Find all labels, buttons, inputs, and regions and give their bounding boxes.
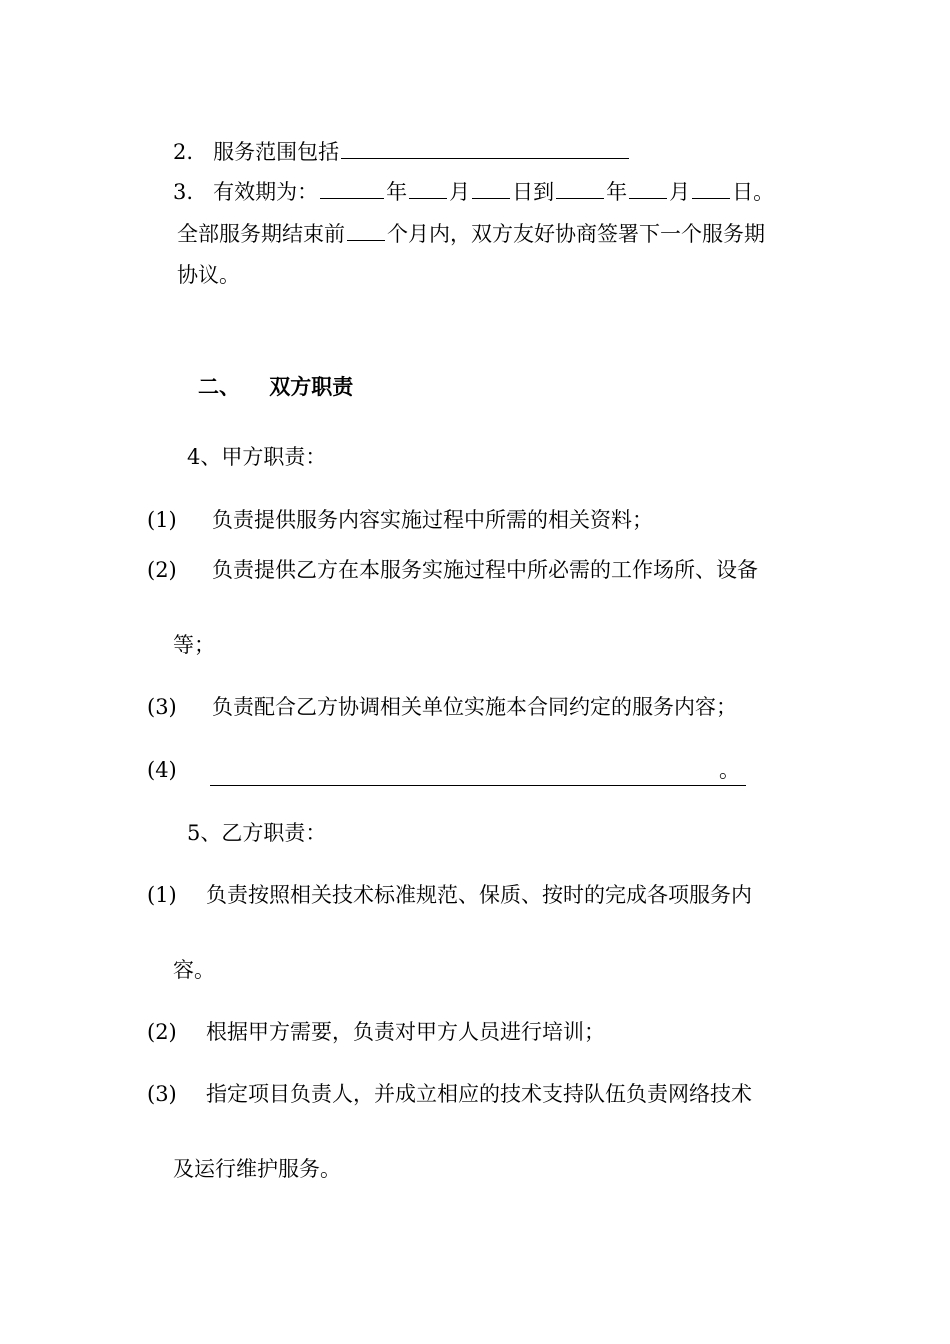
day-label: 日。 <box>732 180 775 204</box>
end-day-blank <box>692 176 730 199</box>
party-a-item <box>147 505 653 535</box>
party-b-item <box>147 1079 752 1109</box>
item-number: (2) <box>147 1020 177 1044</box>
end-month-blank <box>629 176 667 199</box>
service-scope-label: 服务范围包括 <box>213 140 340 164</box>
item-text: 负责提供乙方在本服务实施过程中所必需的工作场所、设备 <box>212 558 758 582</box>
party-a-item <box>147 755 746 786</box>
item-number: 2. <box>173 140 194 164</box>
item-text-cont: 容。 <box>173 958 215 982</box>
start-month-blank <box>409 176 447 199</box>
year-label: 年 <box>606 180 628 204</box>
item-text-cont: 等； <box>173 633 215 657</box>
renewal-text-2: 个月内，双方友好协商签署下一个服务期 <box>387 222 765 246</box>
item-text: 指定项目负责人，并成立相应的技术支持队伍负责网络技术 <box>206 1082 752 1106</box>
item-number: (2) <box>147 558 177 582</box>
section-number: 二、 <box>198 374 240 399</box>
item-number: (3) <box>147 1082 177 1106</box>
item-number: (4) <box>147 758 177 782</box>
service-scope-line <box>173 136 631 167</box>
party-b-title-text: 5、乙方职责： <box>187 821 327 845</box>
month-label: 月 <box>669 180 691 204</box>
start-day-blank <box>472 176 510 199</box>
item-number: (3) <box>147 695 177 719</box>
party-a-item-cont <box>173 630 215 660</box>
party-b-item-cont <box>173 955 215 985</box>
validity-period-line <box>173 176 774 207</box>
day-to-label: 日到 <box>512 180 555 204</box>
item-number: (1) <box>147 508 177 532</box>
validity-label: 有效期为： <box>213 180 319 204</box>
item-text: 负责按照相关技术标准规范、保质、按时的完成各项服务内 <box>206 883 752 907</box>
start-year-blank <box>320 176 384 199</box>
party-b-item <box>147 1017 605 1047</box>
end-year-blank <box>556 176 604 199</box>
month-label: 月 <box>449 180 471 204</box>
party-b-title <box>187 818 326 848</box>
renewal-line <box>177 218 765 249</box>
item-text: 根据甲方需要，负责对甲方人员进行培训； <box>206 1020 605 1044</box>
section-heading <box>198 372 353 402</box>
renewal-text-1: 全部服务期结束前 <box>177 222 345 246</box>
party-b-item-cont <box>173 1154 341 1184</box>
renewal-months-blank <box>347 218 385 241</box>
item-number: (1) <box>147 883 177 907</box>
party-a-item4-blank <box>210 755 746 786</box>
item-text-cont: 及运行维护服务。 <box>173 1157 341 1181</box>
renewal-text-3: 协议。 <box>177 263 240 287</box>
service-scope-blank <box>341 136 629 159</box>
item-text: 负责提供服务内容实施过程中所需的相关资料； <box>212 508 653 532</box>
year-label: 年 <box>386 180 408 204</box>
party-a-item <box>147 555 758 585</box>
party-a-title-text: 4、甲方职责： <box>187 445 327 469</box>
item-text: 负责配合乙方协调相关单位实施本合同约定的服务内容； <box>212 695 737 719</box>
renewal-line-cont <box>177 260 240 290</box>
party-b-item <box>147 880 752 910</box>
item-number: 3. <box>173 180 194 204</box>
item-text: 。 <box>719 758 740 782</box>
party-a-title <box>187 442 326 472</box>
section-title: 双方职责 <box>269 374 354 399</box>
party-a-item <box>147 692 737 722</box>
